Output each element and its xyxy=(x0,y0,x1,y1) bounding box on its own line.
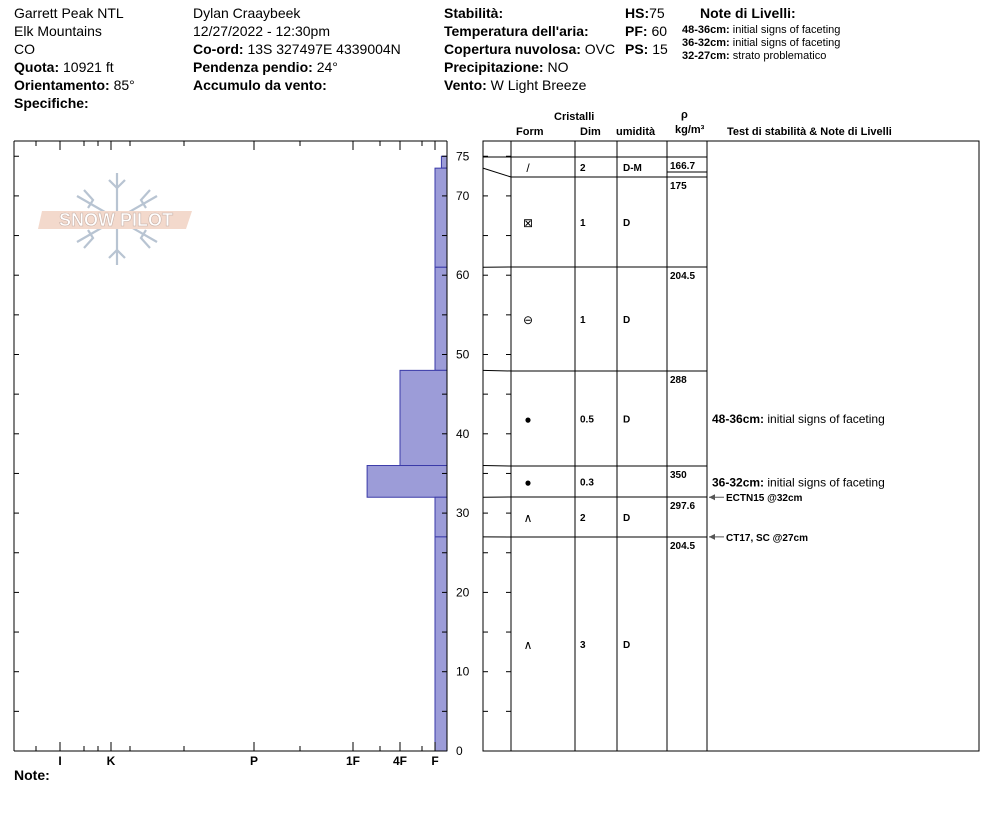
hardness-tick-label: P xyxy=(249,754,259,768)
snowpilot-logo-text: SNOW PILOT xyxy=(59,210,173,230)
layer-note-range: 32-27cm: xyxy=(682,50,730,62)
location-name: Garrett Peak NTL xyxy=(14,5,124,21)
observer-name: Dylan Craaybeek xyxy=(193,5,301,21)
moisture: D xyxy=(623,315,631,326)
density-unit-header: kg/m³ xyxy=(675,124,705,136)
layer-annotation xyxy=(712,412,885,426)
grain-form-symbol: ∧ xyxy=(523,511,533,525)
pf-value: 60 xyxy=(651,23,668,39)
note-label: Note: xyxy=(14,767,50,783)
density: 166.7 xyxy=(670,161,696,172)
hardness-tick-label: F xyxy=(431,754,439,768)
size-header: Dim xyxy=(580,126,601,138)
slope-value: 24° xyxy=(316,59,338,75)
mountain-range: Elk Mountains xyxy=(14,23,102,39)
grain-form-symbol: ∧ xyxy=(523,638,533,652)
layer-depth-connector xyxy=(483,370,511,371)
grain-size: 3 xyxy=(580,640,586,651)
moisture: D xyxy=(623,414,631,426)
layer-table xyxy=(483,141,979,751)
coordinates-label: Co-ord: xyxy=(193,41,244,57)
hardness-bar xyxy=(435,537,447,751)
observation-datetime: 12/27/2022 - 12:30pm xyxy=(193,23,330,39)
density: 175 xyxy=(670,181,687,192)
grain-form-symbol: ⊖ xyxy=(522,313,534,327)
depth-tick-label: 10 xyxy=(456,664,470,679)
cloud-cover-value: OVC xyxy=(584,41,616,57)
moisture-header: umidità xyxy=(616,126,656,138)
moisture: D xyxy=(623,513,631,524)
wind-label: Vento: xyxy=(444,77,487,93)
density: 288 xyxy=(670,375,687,386)
slope-label: Pendenza pendio: xyxy=(193,59,313,75)
test-arrow-head xyxy=(709,494,715,500)
layer-note-range: 48-36cm: xyxy=(682,24,730,36)
hardness-tick-label: 1F xyxy=(345,754,361,768)
hardness-bar xyxy=(435,168,447,267)
grain-size: 0.3 xyxy=(580,477,594,489)
layer-depth-connector xyxy=(483,168,511,177)
hardness-axis xyxy=(36,141,439,768)
depth-tick-label: 0 xyxy=(456,744,463,758)
depth-tick-label: 60 xyxy=(456,268,470,283)
density: 204.5 xyxy=(670,271,696,282)
hardness-bar xyxy=(400,370,447,465)
hs-label: HS: xyxy=(625,5,650,21)
moisture: D xyxy=(623,640,631,651)
layer-notes-title: Note di Livelli: xyxy=(700,5,796,21)
wind-loading-label: Accumulo da vento: xyxy=(193,77,327,93)
stability-test-label: CT17, SC @27cm xyxy=(726,532,809,544)
grain-size: 1 xyxy=(580,218,586,229)
cloud-cover-label: Copertura nuvolosa: xyxy=(444,41,581,57)
layer-annotation xyxy=(712,475,885,489)
grain-size: 0.5 xyxy=(580,414,594,426)
pf-label: PF: xyxy=(625,23,648,39)
depth-tick-label: 50 xyxy=(456,347,470,362)
grain-form-symbol: / xyxy=(526,161,530,175)
hs-value: 75 xyxy=(649,5,665,21)
depth-tick-label: 30 xyxy=(456,506,470,521)
state: CO xyxy=(14,41,35,57)
elevation-label: Quota: xyxy=(14,59,60,75)
hardness-plot-frame xyxy=(14,141,447,751)
hardness-bar xyxy=(435,497,447,537)
grain-size: 1 xyxy=(580,315,586,326)
hardness-tick-label: I xyxy=(58,754,62,768)
air-temp-label: Temperatura dell'aria: xyxy=(444,23,589,39)
wind-value: W Light Breeze xyxy=(490,77,587,93)
stability-annotations xyxy=(709,412,885,544)
layer-annotation-text: initial signs of faceting xyxy=(767,475,885,490)
grain-form-symbol: ● xyxy=(524,475,532,490)
moisture: D xyxy=(623,218,631,229)
grain-size: 2 xyxy=(580,163,586,174)
layer-note-range: 36-32cm: xyxy=(682,37,730,49)
layer-annotation-range: 36-32cm: xyxy=(712,475,768,490)
elevation-value: 10921 ft xyxy=(63,59,114,75)
crystals-header: Cristalli xyxy=(554,111,595,123)
ps-value: 15 xyxy=(652,41,668,57)
layer-note-text: initial signs of faceting xyxy=(732,37,841,49)
stability-notes-header: Test di stabilità & Note di Livelli xyxy=(727,126,892,138)
precipitation-value: NO xyxy=(547,59,569,75)
stability-test-label: ECTN15 @32cm xyxy=(726,493,803,505)
depth-tick-label: 40 xyxy=(456,426,470,441)
layer-note-text: initial signs of faceting xyxy=(732,24,841,36)
table-border xyxy=(483,141,979,751)
grain-form-symbol: ● xyxy=(524,412,532,427)
layer-annotation-range: 48-36cm: xyxy=(712,411,768,426)
precipitation-label: Precipitazione: xyxy=(444,59,544,75)
specifics-label: Specifiche: xyxy=(14,95,89,111)
grain-form-symbol: ⊠ xyxy=(522,216,534,230)
hardness-tick-label: 4F xyxy=(392,754,408,768)
form-header: Form xyxy=(516,126,544,138)
coordinates-value: 13S 327497E 4339004N xyxy=(247,41,401,57)
grain-size: 2 xyxy=(580,513,586,524)
depth-tick-label: 70 xyxy=(456,188,470,203)
density: 204.5 xyxy=(670,541,696,552)
layer-note-text: strato problematico xyxy=(732,50,827,62)
rho-header: ρ xyxy=(681,109,688,121)
stability-label: Stabilità: xyxy=(444,5,504,21)
ps-label: PS: xyxy=(625,41,649,57)
hardness-tick-label: K xyxy=(106,754,116,768)
layer-annotation-text: initial signs of faceting xyxy=(767,411,885,426)
layer-table-cells xyxy=(523,161,695,652)
density: 297.6 xyxy=(670,501,696,512)
hardness-bar xyxy=(367,466,447,498)
aspect-value: 85° xyxy=(113,77,135,93)
moisture: D-M xyxy=(623,163,642,174)
aspect-label: Orientamento: xyxy=(14,77,110,93)
density: 350 xyxy=(670,470,687,481)
depth-tick-label: 20 xyxy=(456,585,470,600)
depth-tick-label: 75 xyxy=(456,149,470,164)
hardness-profile xyxy=(367,156,447,751)
test-arrow-head xyxy=(709,534,715,540)
hardness-bar xyxy=(441,156,447,168)
